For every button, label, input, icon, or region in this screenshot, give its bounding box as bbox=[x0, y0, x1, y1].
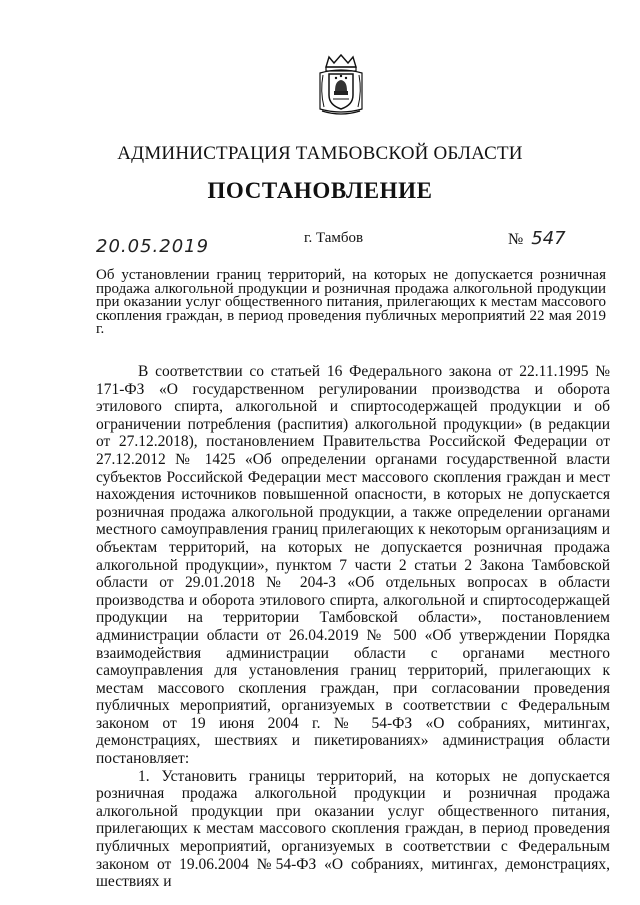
number-value: 547 bbox=[531, 228, 566, 249]
document-city: г. Тамбов bbox=[304, 230, 364, 246]
document-subject: Об установлении границ территорий, на которых не допускается розничная продажа алкогольной продукции и розничная продажа алкогольной продукции при оказании услуг общественного питания, прилегающих к местам массового скопления граждан, в период проведения публичных мероприятий 22 мая 2019 г. bbox=[96, 267, 606, 337]
preamble-paragraph: В соответствии со статьей 16 Федерального закона от 22.11.1995 № 171-ФЗ «О государственном регулировании производства и оборота этилового спирта, алкогольной и спиртосодержащей продукции и об ограничении потребления (распития) алкогольной продукции» (в редакции от 27.12.2018), постановлением Правительства Российской Федерации от 27.12.2012 № 1425 «Об определении органами государственной власти субъектов Российской Федерации мест массового скопления граждан и мест нахождения источников повышенной опасности, в которых не допускается розничная продажа алкогольной продукции, а также определении органами местного самоуправления границ прилегающих к некоторым организациям и объектам территорий, на которых не допускается розничная продажа алкогольной продукции», пунктом 7 части 2 статьи 2 Закона Тамбовской области от 29.01.2018 № 204-З «Об отдельных вопросах в области производства и оборота этилового спирта, алкогольной и спиртосодержащей продукции на территории Тамбовской области», постановлением администрации области от 26.04.2019 № 500 «Об утверждении Порядка взаимодействия администрации области с органами местного самоуправления для установления границ территорий, прилегающих к местам массового скопления граждан, при согласовании проведения публичных мероприятий, организуемых в соответствии с Федеральным законом от 19 июня 2004 г. № 54-ФЗ «О собраниях, митингах, демонстрациях, шествиях и пикетированиях» администрация области постановляет: bbox=[96, 363, 610, 768]
document-body bbox=[96, 363, 610, 891]
tambov-coat-of-arms-icon bbox=[316, 53, 366, 116]
document-date: 20.05.2019 bbox=[96, 236, 210, 257]
document-number bbox=[508, 228, 566, 249]
item-1-paragraph: 1. Установить границы территорий, на которых не допускается розничная продажа алкогольной продукции и розничная продажа алкогольной продукции при оказании услуг общественного питания, прилегающих к местам массового скопления граждан, в период проведения публичных мероприятий, организуемых в соответствии с Федеральным законом от 19.06.2004 №54-ФЗ «О собраниях, митингах, демонстрациях, шествиях и bbox=[96, 767, 610, 891]
number-label: № bbox=[508, 231, 524, 248]
agency-title: АДМИНИСТРАЦИЯ ТАМБОВСКОЙ ОБЛАСТИ bbox=[117, 143, 523, 164]
document-type-title: ПОСТАНОВЛЕНИЕ bbox=[207, 178, 433, 203]
